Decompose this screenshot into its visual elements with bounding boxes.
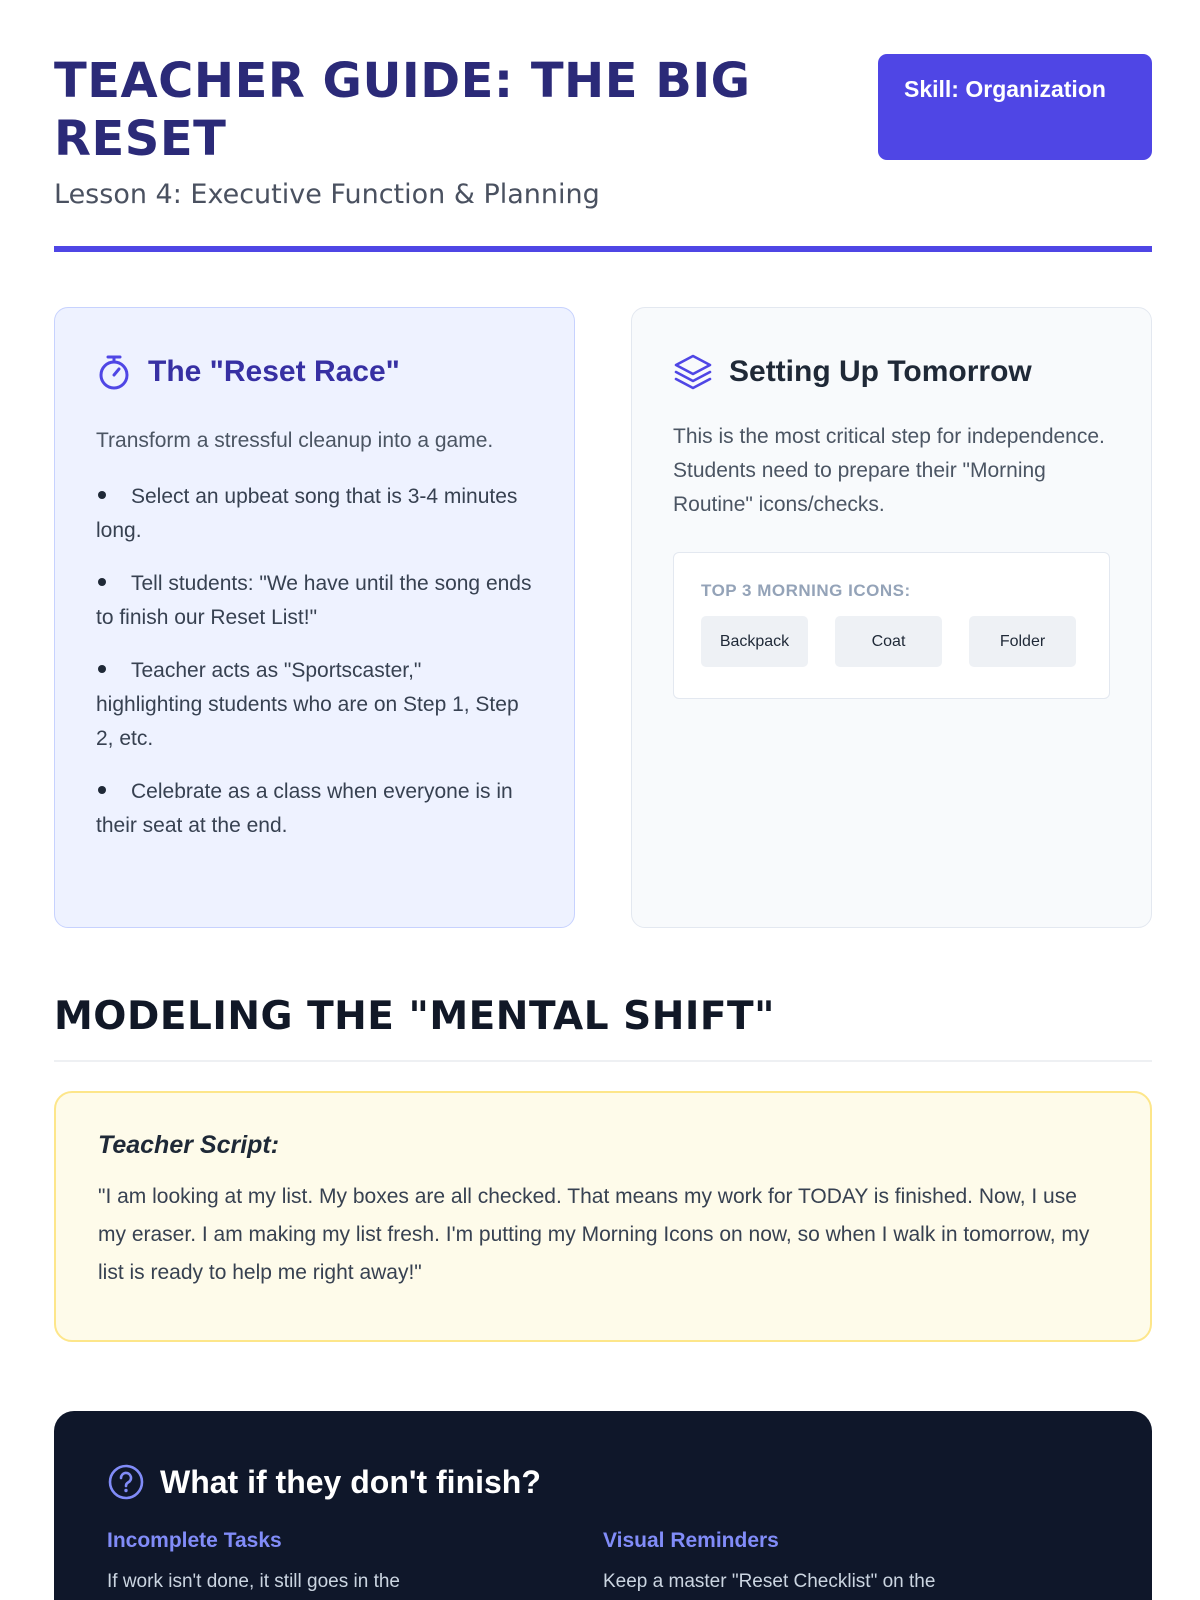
step-text: Celebrate as a class when everyone is in their seat at the end. (96, 780, 513, 837)
faq-column-title: Incomplete Tasks (107, 1529, 282, 1552)
step-text: Select an upbeat song that is 3-4 minutes long. (96, 485, 518, 542)
setup-tomorrow-title (673, 348, 1110, 396)
bullet-icon (98, 491, 106, 499)
step-text: Tell students: "We have until the song ends to finish our Reset List!" (96, 572, 532, 629)
header-divider (54, 246, 1152, 252)
modeling-section-title: MODELING THE "MENTAL SHIFT" (54, 994, 775, 1039)
list-item (96, 567, 533, 635)
reset-race-title-text: The "Reset Race" (148, 355, 400, 388)
teacher-script-box (54, 1091, 1152, 1342)
faq-column (603, 1529, 1099, 1597)
faq-columns (107, 1529, 1099, 1597)
faq-column-title: Visual Reminders (603, 1529, 779, 1552)
list-item (96, 654, 533, 756)
stopwatch-icon (96, 352, 132, 392)
page-title: TEACHER GUIDE: THE BIG RESET (54, 53, 751, 167)
list-item (96, 480, 533, 548)
reset-race-steps (96, 480, 533, 843)
faq-column (107, 1529, 603, 1597)
reset-race-intro: Transform a stressful cleanup into a game. (96, 429, 494, 452)
script-text: "I am looking at my list. My boxes are all checked. That means my work for TODAY is finished. Now, I use my eraser. I am making my list fresh. I'm putting my Morning Icons on now, so when I walk in tomorrow, my list is ready to help me right away!" (98, 1185, 1090, 1284)
question-circle-icon (107, 1463, 145, 1501)
bullet-icon (98, 578, 106, 586)
reset-race-card (54, 307, 575, 928)
activity-cards (54, 307, 1152, 928)
icon-chip-folder: Folder (969, 616, 1076, 667)
bullet-icon (98, 665, 106, 673)
faq-title (107, 1463, 1099, 1501)
step-text: Teacher acts as "Sportscaster," highlighting students who are on Step 1, Step 2, etc. (96, 659, 519, 750)
setup-tomorrow-title-text: Setting Up Tomorrow (729, 355, 1032, 388)
morning-icons-row (701, 616, 1082, 667)
icon-chip-backpack: Backpack (701, 616, 808, 667)
script-label: Teacher Script: (98, 1131, 280, 1159)
faq-column-text: If work isn't done, it still goes in the (107, 1571, 400, 1592)
layers-icon (673, 352, 713, 392)
list-item (96, 775, 533, 843)
morning-icons-label: TOP 3 MORNING ICONS: (701, 581, 911, 600)
skill-badge: Skill: Organization (878, 54, 1152, 160)
faq-column-text: Keep a master "Reset Checklist" on the (603, 1571, 936, 1592)
page-subtitle: Lesson 4: Executive Function & Planning (54, 179, 600, 210)
icon-chip-coat: Coat (835, 616, 942, 667)
morning-icons-box (673, 552, 1110, 699)
faq-box (54, 1411, 1152, 1600)
setup-tomorrow-card (631, 307, 1152, 928)
bullet-icon (98, 786, 106, 794)
page-header (54, 0, 1152, 210)
setup-tomorrow-intro: This is the most critical step for independence. Students need to prepare their "Morning Routine" icons/checks. (673, 425, 1105, 516)
reset-race-title (96, 348, 533, 396)
faq-title-text: What if they don't finish? (160, 1463, 541, 1500)
section-divider (54, 1060, 1152, 1062)
